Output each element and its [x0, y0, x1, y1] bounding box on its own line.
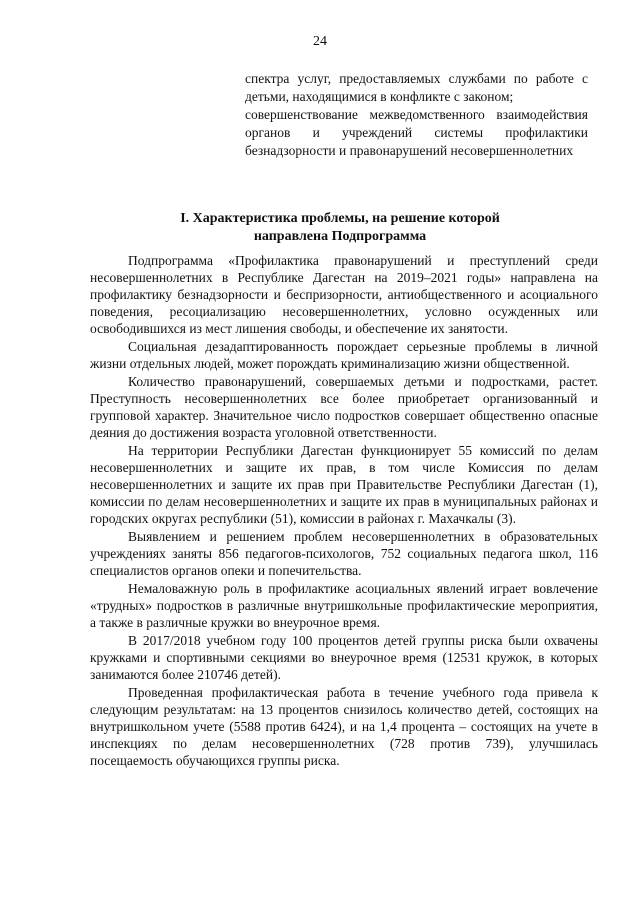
list-item: совершенствование межведомственного взаимодействия органов и учреждений системы профилактики безнадзорности и правонарушений несовершеннолетних	[245, 107, 588, 158]
body-text	[90, 252, 598, 769]
paragraph: Немаловажную роль в профилактике асоциальных явлений играет вовлечение «трудных» подростков в различные внутришкольные профилактические мероприятия, а также в различные кружки во внеурочное время.	[90, 581, 598, 630]
paragraph: В 2017/2018 учебном году 100 процентов детей группы риска были охвачены кружками и спортивными секциями во внеурочное время (12531 кружок, в которых занимаются более 210746 детей).	[90, 633, 598, 682]
page-number: 24	[313, 34, 327, 49]
paragraph: Подпрограмма «Профилактика правонарушений и преступлений среди несовершеннолетних в Республике Дагестан на 2019–2021 годы» направлена на профилактику безнадзорности и беспризорности, антиобщественного и асоциального поведения, ресоциализацию несовершеннолетних, условно осужденных или освободившихся из мест лишения свободы, и обеспечение их занятости.	[90, 253, 598, 336]
list-item: спектра услуг, предоставляемых службами по работе с детьми, находящимися в конфликте с законом;	[245, 71, 588, 104]
paragraph: Выявлением и решением проблем несовершеннолетних в образовательных учреждениях заняты 856 педагогов-психологов, 752 социальных педагога школ, 116 специалистов органов опеки и попечительства.	[90, 529, 598, 578]
section-title-line-1: I. Характеристика проблемы, на решение которой	[180, 211, 500, 226]
section-title	[95, 210, 585, 246]
paragraph: Социальная дезадаптированность порождает серьезные проблемы в личной жизни отдельных людей, может порождать криминализацию жизни общественной.	[90, 339, 598, 371]
paragraph: Проведенная профилактическая работа в течение учебного года привела к следующим результатам: на 13 процентов снизилось количество детей, состоящих на внутришкольном учете (5588 против 6424), и на 1,4 процента – состоящих на учете в инспекциях по делам несовершеннолетних (728 против 739), улучшилась посещаемость обучающихся группы риска.	[90, 685, 598, 768]
section-title-line-2: направлена Подпрограмма	[253, 229, 427, 244]
list-continuation	[245, 70, 588, 160]
paragraph: Количество правонарушений, совершаемых детьми и подростками, растет. Преступность несовершеннолетних все более приобретает организованный и групповой характер. Значительное число подростков совершает общественно опасные деяния до достижения возраста уголовной ответственности.	[90, 374, 598, 440]
paragraph: На территории Республики Дагестан функционирует 55 комиссий по делам несовершеннолетних и защите их прав, в том числе Комиссия по делам несовершеннолетних и защите их прав при Правительстве Республики Дагестан (1), комиссии по делам несовершеннолетних и защите их прав в муниципальных районах и городских округах республики (51), комиссии в районах г. Махачкалы (3).	[90, 443, 598, 526]
